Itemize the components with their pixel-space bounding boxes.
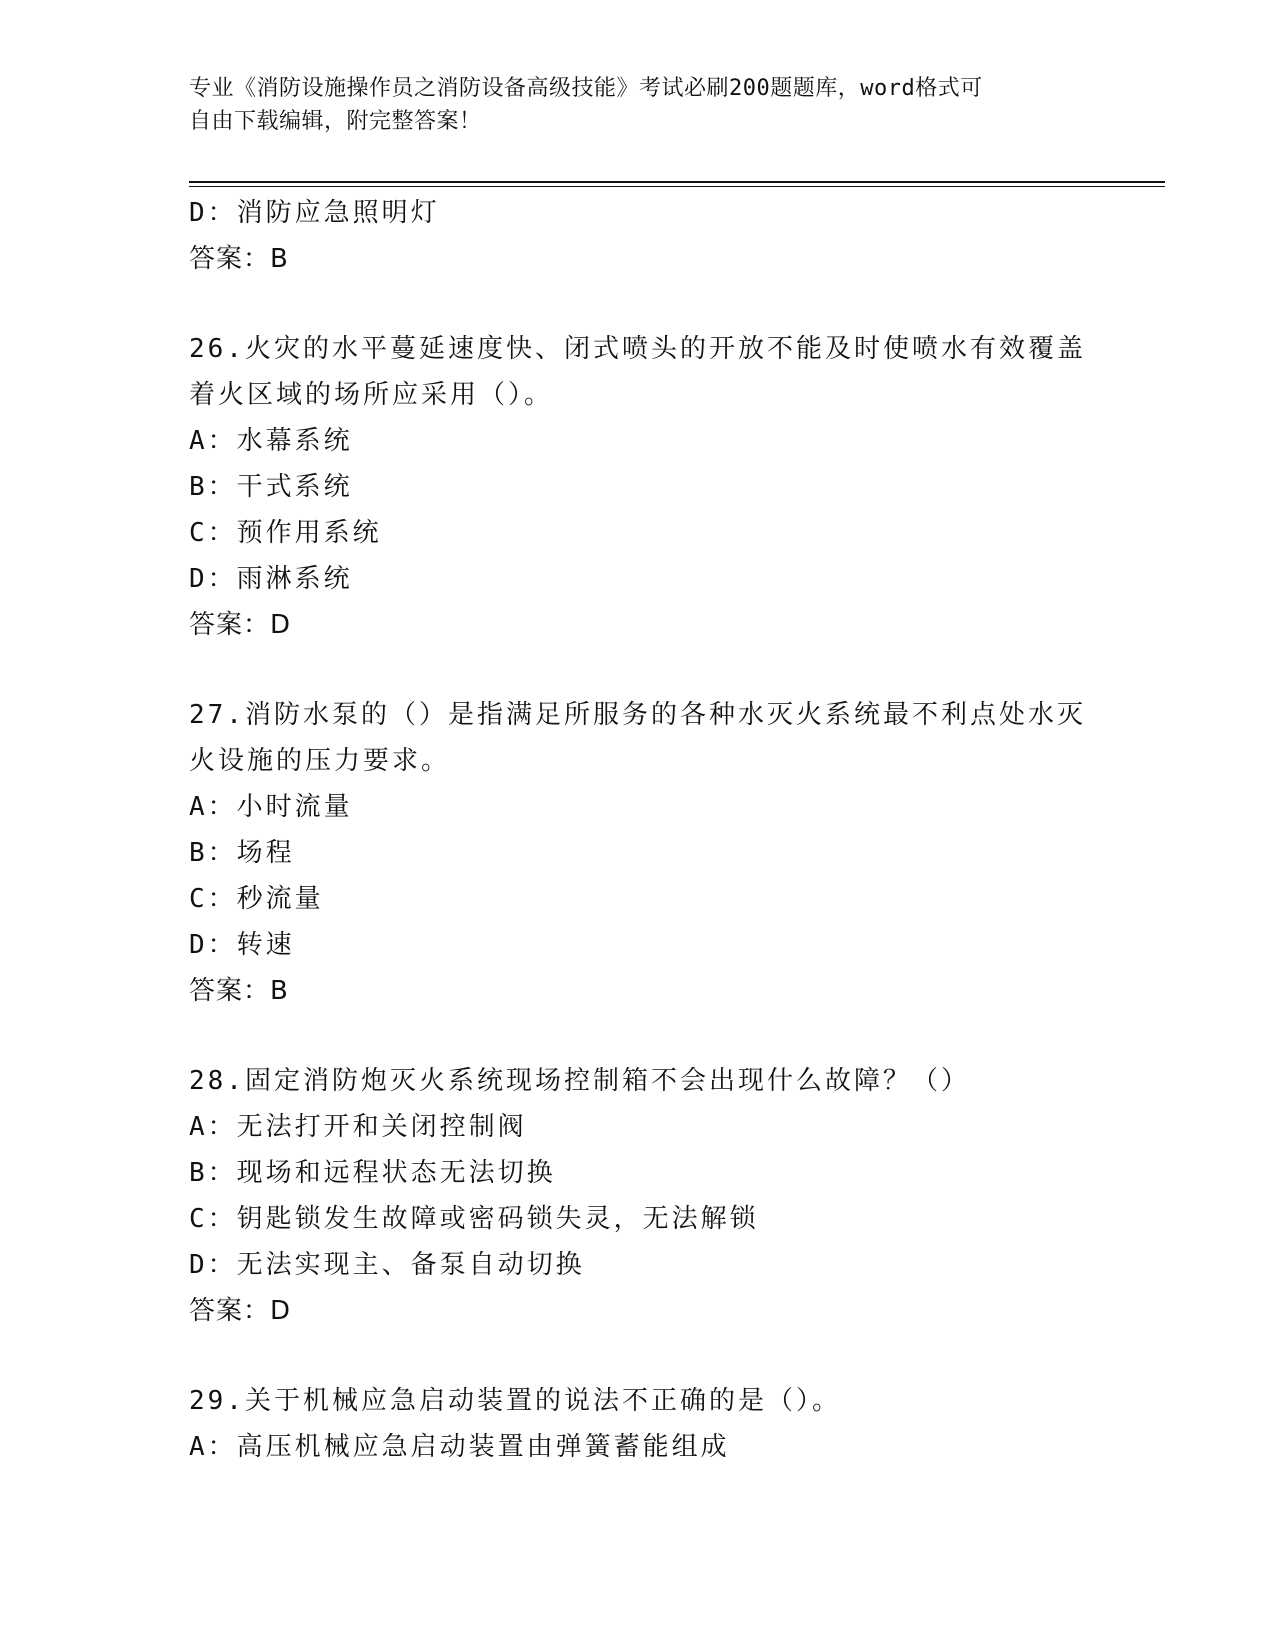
- question-27: [189, 692, 1149, 1014]
- question-29: [189, 1378, 1149, 1470]
- question-text: 29.关于机械应急启动装置的说法不正确的是（）。: [189, 1386, 841, 1416]
- option-c: C：秒流量: [189, 884, 324, 914]
- answer: 答案：D: [189, 610, 292, 640]
- question-text: 28.固定消防炮灭火系统现场控制箱不会出现什么故障？（）: [189, 1066, 970, 1096]
- option-a: A：高压机械应急启动装置由弹簧蓄能组成: [189, 1432, 730, 1462]
- carryover-answer: 答案：B: [189, 244, 289, 274]
- question-26: [189, 326, 1149, 648]
- option-b: B：干式系统: [189, 472, 353, 502]
- spacer: [189, 282, 1149, 326]
- answer: 答案：D: [189, 1296, 292, 1326]
- header-line-1: 专业《消防设施操作员之消防设备高级技能》考试必刷200题题库，word格式可: [189, 76, 983, 101]
- document-header: [189, 72, 1089, 138]
- option-b: B：现场和远程状态无法切换: [189, 1158, 556, 1188]
- spacer: [189, 1014, 1149, 1058]
- option-c: C：钥匙锁发生故障或密码锁失灵，无法解锁: [189, 1204, 759, 1234]
- carryover-option-d: D：消防应急照明灯: [189, 198, 440, 228]
- spacer: [189, 648, 1149, 692]
- question-28: [189, 1058, 1149, 1334]
- option-c: C：预作用系统: [189, 518, 382, 548]
- question-text: 27.消防水泵的（）是指满足所服务的各种水灭火系统最不利点处水灭: [189, 700, 1086, 730]
- header-line-2: 自由下载编辑，附完整答案！: [189, 109, 482, 134]
- spacer: [189, 1334, 1149, 1378]
- answer: 答案：B: [189, 976, 289, 1006]
- question-text: 26.火灾的水平蔓延速度快、闭式喷头的开放不能及时使喷水有效覆盖: [189, 334, 1086, 364]
- question-text-cont: 火设施的压力要求。: [189, 746, 451, 776]
- header-rule-thick: [189, 181, 1165, 183]
- question-list: [189, 190, 1149, 1470]
- option-d: D：无法实现主、备泵自动切换: [189, 1250, 585, 1280]
- option-d: D：转速: [189, 930, 295, 960]
- option-a: A：水幕系统: [189, 426, 353, 456]
- question-text-cont: 着火区域的场所应采用（）。: [189, 380, 554, 410]
- option-a: A：小时流量: [189, 792, 353, 822]
- option-a: A：无法打开和关闭控制阀: [189, 1112, 527, 1142]
- option-b: B：场程: [189, 838, 295, 868]
- header-rule-thin: [189, 186, 1165, 187]
- option-d: D：雨淋系统: [189, 564, 353, 594]
